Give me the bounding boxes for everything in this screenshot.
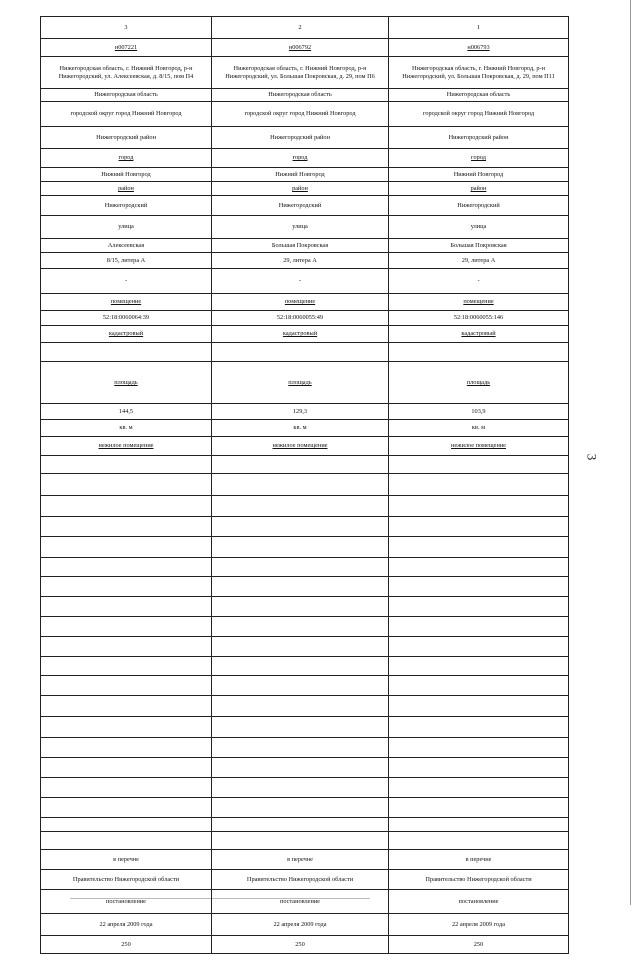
cell-text: кадастровый: [461, 330, 496, 338]
empty-cell: [41, 517, 212, 537]
empty-cell: [41, 758, 212, 778]
cell-text: 52:18:0060064:39: [102, 314, 150, 322]
blank-row: [41, 343, 569, 362]
table-cell: [389, 216, 569, 239]
table-cell: [389, 168, 569, 182]
cell-text: -: [298, 277, 302, 285]
cell-text: н007221: [114, 43, 138, 51]
empty-cell: [389, 558, 569, 577]
cell-text: -: [124, 277, 128, 285]
cell-text: 52:18:0060055:49: [276, 314, 324, 322]
empty-cell: [41, 558, 212, 577]
table-cell: [41, 870, 212, 890]
table-cell: [389, 89, 569, 102]
blank-row: [41, 637, 569, 657]
table-cell: [212, 311, 389, 326]
blank-row: [41, 558, 569, 577]
table-cell: [212, 253, 389, 269]
empty-cell: [41, 676, 212, 696]
table-cell: [389, 890, 569, 914]
empty-cell: [41, 832, 212, 850]
table-cell: [41, 362, 212, 404]
table-cell: [212, 149, 389, 168]
cell-text: Алексеевская: [107, 241, 145, 249]
blank-row: [41, 758, 569, 778]
empty-cell: [212, 758, 389, 778]
cell-text: Нижегородский район: [96, 133, 156, 141]
empty-cell: [212, 617, 389, 637]
table-cell: [389, 239, 569, 253]
blank-row: [41, 537, 569, 558]
cell-text: 22 апреля 2009 года: [451, 920, 506, 928]
cell-text: район: [292, 184, 308, 192]
cell-text: кв. м: [471, 424, 486, 432]
cell-text: улица: [292, 223, 308, 231]
empty-cell: [41, 343, 212, 362]
empty-cell: [389, 696, 569, 717]
empty-cell: [389, 676, 569, 696]
table-cell: [389, 57, 569, 89]
empty-cell: [41, 657, 212, 676]
table-cell: [41, 196, 212, 216]
list-status-row: [41, 850, 569, 870]
table-cell: [389, 850, 569, 870]
table-cell: [41, 311, 212, 326]
cell-text: помещение: [110, 298, 142, 306]
empty-cell: [41, 637, 212, 657]
blank-row: [41, 617, 569, 637]
cell-text: нежилое помещение: [451, 442, 506, 450]
cell-text: городской округ город Нижний Новгород: [244, 110, 356, 118]
table-cell: [212, 294, 389, 311]
empty-cell: [389, 778, 569, 798]
table-cell: [41, 102, 212, 127]
register-table: [40, 16, 569, 954]
empty-cell: [41, 617, 212, 637]
empty-cell: [389, 818, 569, 832]
blank-row: [41, 517, 569, 537]
cell-text: помещение: [284, 298, 316, 306]
cell-text: кадастровый: [282, 330, 318, 338]
table-cell: [212, 57, 389, 89]
empty-cell: [389, 717, 569, 738]
table-cell: [389, 294, 569, 311]
table-cell: [212, 362, 389, 404]
table-cell: [41, 39, 212, 57]
empty-cell: [41, 778, 212, 798]
table-cell: [41, 253, 212, 269]
cell-text: 52:18:0060055:146: [453, 314, 504, 322]
column-number: 1: [389, 17, 569, 39]
table-cell: [389, 914, 569, 936]
cell-text: город: [471, 154, 486, 162]
table-cell: [41, 57, 212, 89]
table-cell: [41, 269, 212, 294]
cell-text: помещение: [463, 298, 494, 306]
empty-cell: [41, 738, 212, 758]
table-cell: [212, 269, 389, 294]
table-cell: [212, 182, 389, 196]
table-cell: [389, 39, 569, 57]
cell-text: Нижегородская область: [268, 91, 332, 99]
empty-cell: [41, 798, 212, 818]
table-cell: [41, 437, 212, 456]
cell-text: городской округ город Нижний Новгород: [70, 110, 182, 118]
cell-text: Нижегородский район: [270, 133, 330, 141]
table-cell: [389, 936, 569, 954]
blank-row: [41, 696, 569, 717]
blank-row: [41, 832, 569, 850]
empty-cell: [389, 617, 569, 637]
cell-text: Нижегородская область, г. Нижний Новгород, р-н Нижегородский, ул. Большая Покровская, д. 29, пом П6: [225, 65, 375, 80]
cell-text: 103,9: [471, 407, 486, 415]
blank-row: [41, 456, 569, 474]
cell-text: 8/15, литера А: [106, 256, 146, 264]
empty-cell: [212, 456, 389, 474]
empty-cell: [389, 517, 569, 537]
table-cell: [41, 216, 212, 239]
scan-edge-right: [630, 0, 631, 905]
table-cell: [212, 168, 389, 182]
cell-text: Нижегородский: [457, 201, 500, 209]
street-row: [41, 239, 569, 253]
cell-text: Нижегородский район: [448, 133, 509, 141]
cell-text: площадь: [466, 378, 491, 386]
cell-text: Нижегородский: [104, 201, 148, 209]
empty-cell: [389, 577, 569, 597]
document-type-row: [41, 890, 569, 914]
blank-row: [41, 738, 569, 758]
table-cell: [212, 127, 389, 149]
cell-text: Нижний Новгород: [275, 170, 325, 178]
table-cell: [41, 404, 212, 420]
blank-row: [41, 577, 569, 597]
empty-cell: [212, 637, 389, 657]
cell-text: Нижегородская область, г. Нижний Новгород, р-н Нижегородский, ул. Большая Покровская, д. 29, пом П11: [402, 65, 555, 80]
cell-text: 144,5: [118, 407, 134, 415]
area-name-row: [41, 196, 569, 216]
cell-text: улица: [470, 223, 487, 231]
cell-text: Нижний Новгород: [453, 170, 504, 178]
cell-text: 22 апреля 2009 года: [273, 920, 327, 928]
table-cell: [389, 253, 569, 269]
address-row: [41, 57, 569, 89]
table-cell: [212, 404, 389, 420]
blank-row: [41, 496, 569, 517]
table-cell: [389, 326, 569, 343]
table-cell: [41, 182, 212, 196]
blank-row: [41, 474, 569, 496]
empty-cell: [389, 537, 569, 558]
empty-cell: [41, 597, 212, 617]
empty-cell: [389, 738, 569, 758]
cell-text: Большая Покровская: [450, 241, 507, 249]
empty-cell: [41, 696, 212, 717]
cell-text: город: [118, 154, 134, 162]
cell-text: район: [118, 184, 134, 192]
empty-cell: [212, 517, 389, 537]
table-cell: [212, 89, 389, 102]
document-date-row: [41, 914, 569, 936]
table-cell: [212, 216, 389, 239]
table-cell: [389, 311, 569, 326]
settlement-type-row: [41, 149, 569, 168]
table-cell: [212, 850, 389, 870]
cell-text: Правительство Нижегородской области: [72, 875, 180, 883]
table-cell: [212, 39, 389, 57]
area-value-row: [41, 404, 569, 420]
empty-cell: [212, 818, 389, 832]
empty-cell: [212, 832, 389, 850]
blank-row: [41, 657, 569, 676]
cell-text: постановление: [280, 897, 320, 905]
empty-cell: [212, 798, 389, 818]
cell-text: в перечне: [287, 855, 313, 863]
cell-text: Правительство Нижегородской области: [246, 875, 354, 883]
cell-text: н006792: [288, 43, 312, 51]
area-type-row: [41, 182, 569, 196]
empty-cell: [389, 657, 569, 676]
region-row: [41, 89, 569, 102]
empty-cell: [41, 496, 212, 517]
municipality-row: [41, 102, 569, 127]
table-cell: [41, 914, 212, 936]
empty-cell: [212, 343, 389, 362]
blank-row: [41, 676, 569, 696]
object-type-row: [41, 294, 569, 311]
table-cell: [41, 936, 212, 954]
cell-text: 250: [121, 940, 131, 948]
empty-cell: [41, 456, 212, 474]
cell-text: Большая Покровская: [271, 241, 329, 249]
column-number: 3: [41, 17, 212, 39]
empty-cell: [212, 657, 389, 676]
table-cell: [389, 127, 569, 149]
blank-row: [41, 597, 569, 617]
table-cell: [212, 420, 389, 437]
table-cell: [212, 936, 389, 954]
object-id-row: [41, 39, 569, 57]
cell-text: кадастровый: [108, 330, 144, 338]
table-cell: [212, 102, 389, 127]
empty-cell: [212, 778, 389, 798]
cell-text: городской округ город Нижний Новгород: [422, 110, 535, 118]
cell-text: 29, литера А: [283, 256, 317, 264]
cadastral-number-row: [41, 311, 569, 326]
column-number-row: [41, 17, 569, 39]
empty-cell: [212, 717, 389, 738]
table-cell: [389, 870, 569, 890]
table-cell: [389, 149, 569, 168]
cell-text: 250: [295, 940, 305, 948]
empty-cell: [389, 343, 569, 362]
empty-cell: [41, 474, 212, 496]
blank-row: [41, 778, 569, 798]
cell-text: постановление: [458, 897, 499, 905]
empty-cell: [212, 597, 389, 617]
table-cell: [389, 196, 569, 216]
table-cell: [212, 196, 389, 216]
empty-cell: [212, 696, 389, 717]
blank-row: [41, 717, 569, 738]
blank-row: [41, 818, 569, 832]
settlement-row: [41, 168, 569, 182]
cell-text: Нижегородская область, г. Нижний Новгород, р-н Нижегородский, ул. Алексеевская, д. 8/15, пом П4: [58, 65, 194, 80]
column-number: 2: [212, 17, 389, 39]
authority-row: [41, 870, 569, 890]
table-cell: [41, 239, 212, 253]
district-row: [41, 127, 569, 149]
table-cell: [389, 437, 569, 456]
cell-text: Нижний Новгород: [101, 170, 151, 178]
cell-text: 250: [473, 940, 484, 948]
cell-text: постановление: [106, 897, 146, 905]
empty-cell: [389, 832, 569, 850]
table-cell: [212, 239, 389, 253]
empty-cell: [41, 717, 212, 738]
empty-cell: [212, 738, 389, 758]
cell-text: 22 апреля 2009 года: [99, 920, 153, 928]
cell-text: кв. м: [293, 424, 307, 432]
table-cell: [41, 149, 212, 168]
cell-text: в перечне: [113, 855, 139, 863]
cell-text: кв. м: [119, 424, 133, 432]
table-cell: [212, 890, 389, 914]
table-cell: [41, 326, 212, 343]
house-row: [41, 253, 569, 269]
empty-cell: [41, 577, 212, 597]
blank-row: [41, 798, 569, 818]
table-cell: [41, 850, 212, 870]
table-cell: [41, 294, 212, 311]
side-page-number: 3: [584, 453, 600, 461]
measure-type-row: [41, 362, 569, 404]
table-cell: [41, 127, 212, 149]
cell-text: Нижегородский: [278, 201, 322, 209]
table-cell: [212, 437, 389, 456]
empty-cell: [389, 496, 569, 517]
empty-cell: [41, 818, 212, 832]
table-cell: [389, 102, 569, 127]
empty-cell: [212, 558, 389, 577]
empty-cell: [389, 758, 569, 778]
cell-text: Нижегородская область: [94, 91, 158, 99]
cell-text: площадь: [288, 378, 312, 386]
unit-row: [41, 420, 569, 437]
empty-cell: [389, 798, 569, 818]
table-cell: [212, 914, 389, 936]
table-cell: [389, 362, 569, 404]
cell-text: -: [477, 277, 480, 285]
empty-cell: [212, 676, 389, 696]
table-cell: [41, 890, 212, 914]
dash-row: [41, 269, 569, 294]
purpose-row: [41, 437, 569, 456]
cell-text: площадь: [114, 378, 138, 386]
cell-text: нежилое помещение: [272, 442, 328, 450]
cell-text: в перечне: [465, 855, 492, 863]
cell-text: город: [292, 154, 308, 162]
cell-text: нежилое помещение: [98, 442, 154, 450]
document-number-row: [41, 936, 569, 954]
cell-text: улица: [118, 223, 134, 231]
cell-text: н006793: [467, 43, 490, 51]
empty-cell: [389, 637, 569, 657]
table-cell: [41, 420, 212, 437]
table-cell: [389, 269, 569, 294]
street-type-row: [41, 216, 569, 239]
empty-cell: [389, 456, 569, 474]
table-cell: [212, 870, 389, 890]
empty-cell: [212, 577, 389, 597]
empty-cell: [389, 474, 569, 496]
number-type-row: [41, 326, 569, 343]
empty-cell: [212, 496, 389, 517]
table-cell: [41, 89, 212, 102]
empty-cell: [212, 537, 389, 558]
empty-cell: [212, 474, 389, 496]
empty-cell: [41, 537, 212, 558]
table-cell: [389, 420, 569, 437]
empty-cell: [389, 597, 569, 617]
table-cell: [41, 168, 212, 182]
cell-text: 29, литера А: [461, 256, 496, 264]
table-cell: [389, 404, 569, 420]
cell-text: район: [470, 184, 487, 192]
table-cell: [212, 326, 389, 343]
cell-text: Правительство Нижегородской области: [425, 875, 532, 883]
cell-text: Нижегородская область: [446, 91, 511, 99]
cell-text: 129,3: [292, 407, 308, 415]
table-cell: [389, 182, 569, 196]
